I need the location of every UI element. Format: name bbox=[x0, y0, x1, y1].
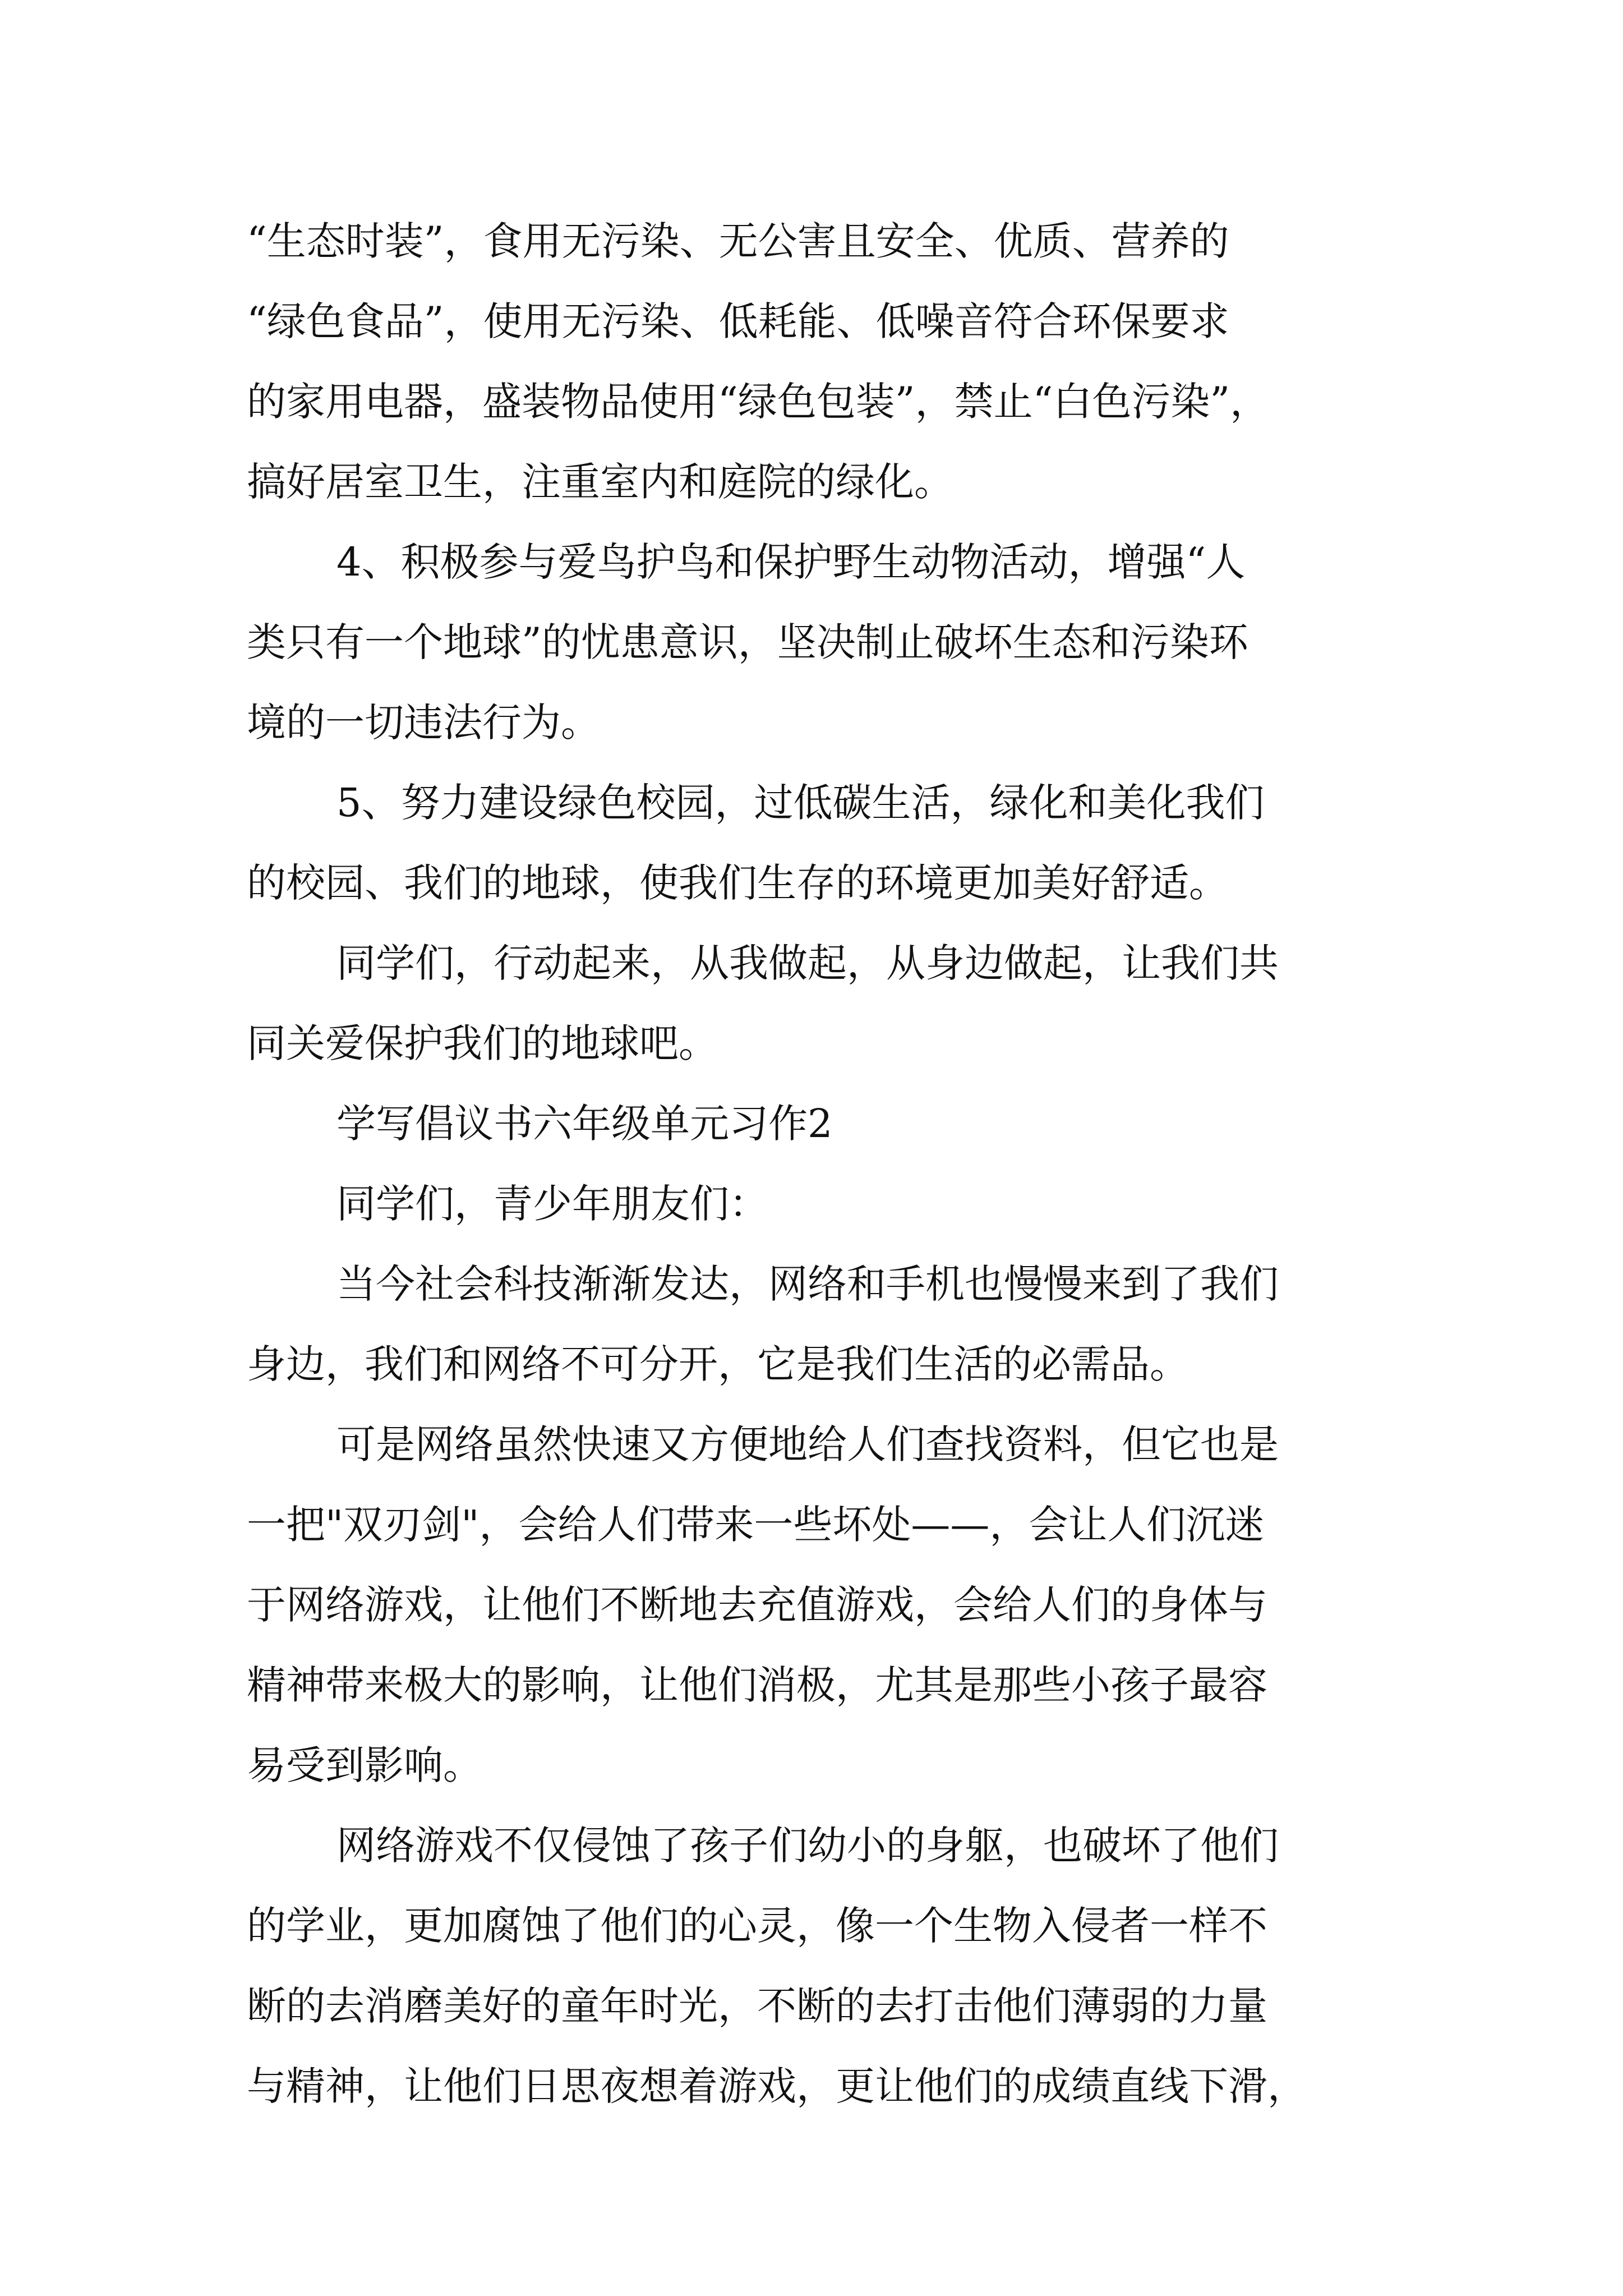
paragraph-first-line: 可是网络虽然快速又方便地给人们查找资料，但它也是 bbox=[336, 1421, 1279, 1467]
body-line: 一把"双刃剑"，会给人们带来一些坏处——，会让人们沉迷 bbox=[247, 1502, 1265, 1548]
body-line: 于网络游戏，让他们不断地去充值游戏，会给人们的身体与 bbox=[247, 1582, 1267, 1628]
body-line: 断的去消磨美好的童年时光，不断的去打击他们薄弱的力量 bbox=[247, 1983, 1267, 2029]
body-line: 身边，我们和网络不可分开，它是我们生活的必需品。 bbox=[247, 1341, 1189, 1387]
body-line: 类只有一个地球”的忧患意识，坚决制止破坏生态和污染环 bbox=[247, 619, 1248, 665]
list-item-4-line: 4、积极参与爱鸟护鸟和保护野生动物活动，增强“人 bbox=[336, 539, 1246, 585]
body-line: 的家用电器，盛装物品使用“绿色包装”，禁止“白色污染”， bbox=[247, 379, 1270, 425]
body-line: 搞好居室卫生，注重室内和庭院的绿化。 bbox=[247, 459, 953, 505]
body-line: 易受到影响。 bbox=[247, 1742, 482, 1788]
paragraph-first-line: 网络游戏不仅侵蚀了孩子们幼小的身躯，也破坏了他们 bbox=[336, 1823, 1279, 1869]
paragraph-first-line: 当今社会科技渐渐发达，网络和手机也慢慢来到了我们 bbox=[336, 1261, 1279, 1307]
salutation: 同学们，青少年朋友们： bbox=[336, 1181, 768, 1227]
body-line: 的校园、我们的地球，使我们生存的环境更加美好舒适。 bbox=[247, 860, 1228, 906]
body-line: 精神带来极大的影响，让他们消极，尤其是那些小孩子最容 bbox=[247, 1662, 1267, 1708]
body-line: 境的一切违法行为。 bbox=[247, 700, 600, 746]
body-line: 与精神，让他们日思夜想着游戏，更让他们的成绩直线下滑， bbox=[247, 2063, 1307, 2109]
body-line: “生态时装”，食用无污染、无公害且安全、优质、营养的 bbox=[247, 218, 1229, 264]
paragraph-first-line: 同学们，行动起来，从我做起，从身边做起，让我们共 bbox=[336, 940, 1279, 986]
list-item-5-line: 5、努力建设绿色校园，过低碳生活，绿化和美化我们 bbox=[336, 780, 1265, 826]
body-line: “绿色食品”，使用无污染、低耗能、低噪音符合环保要求 bbox=[247, 298, 1229, 344]
body-line: 同关爱保护我们的地球吧。 bbox=[247, 1020, 718, 1066]
body-line: 的学业，更加腐蚀了他们的心灵，像一个生物入侵者一样不 bbox=[247, 1903, 1267, 1949]
section-title: 学写倡议书六年级单元习作2 bbox=[336, 1101, 833, 1147]
